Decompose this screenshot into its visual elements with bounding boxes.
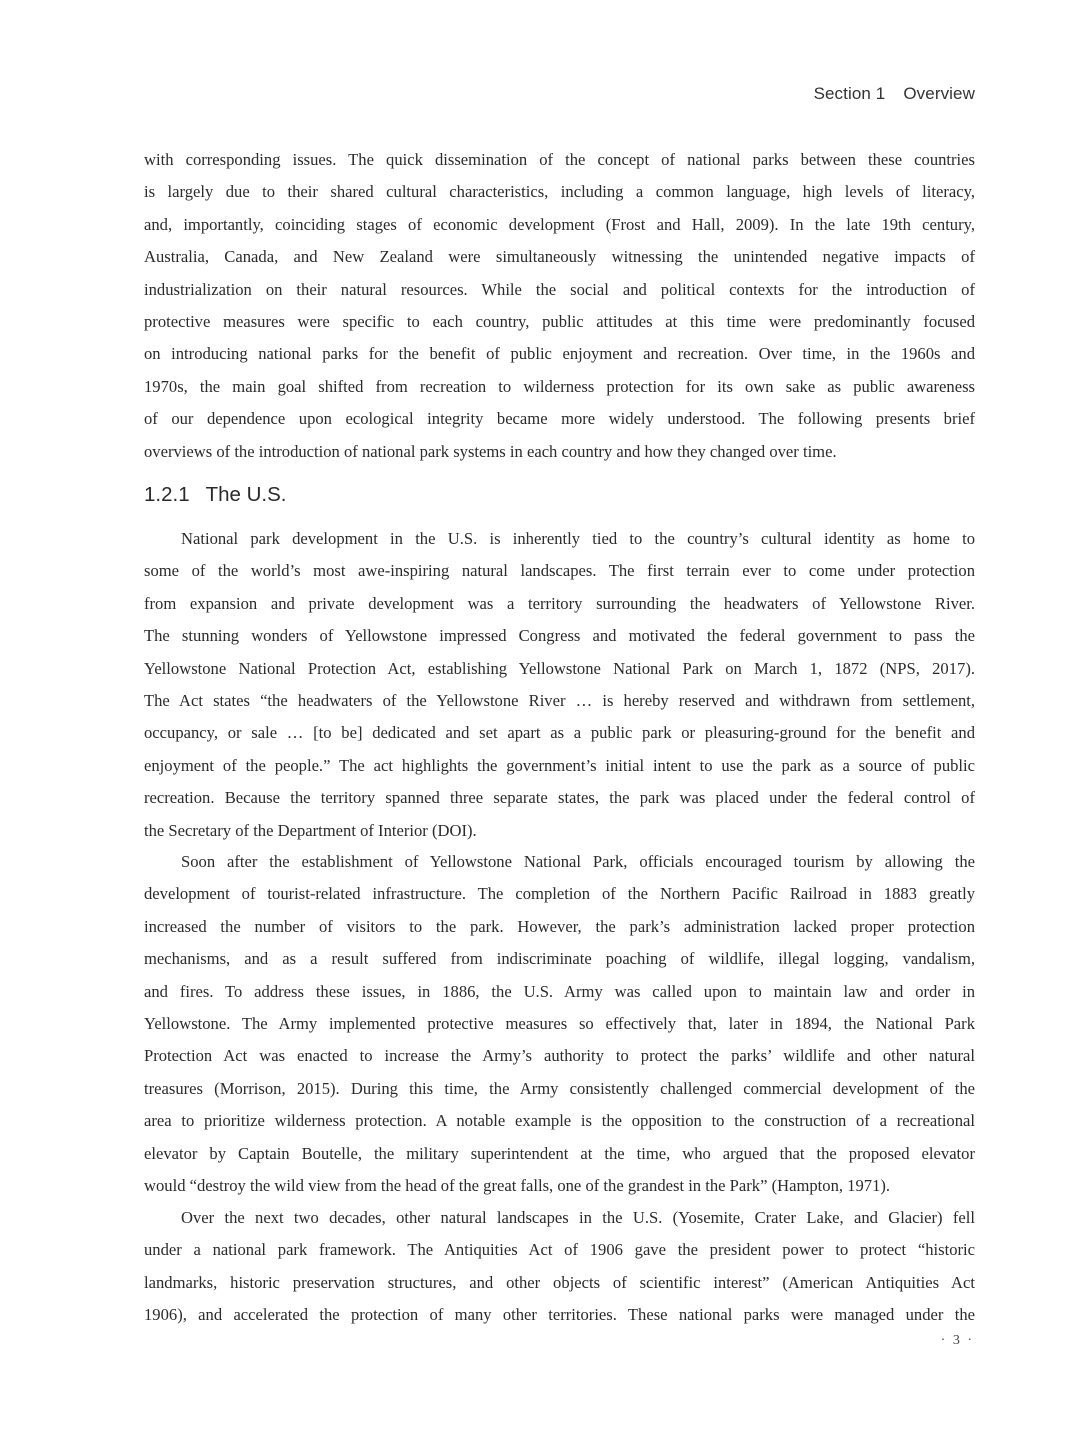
- page-number: · 3 ·: [940, 1333, 974, 1348]
- text-line: Soon after the establishment of Yellowstone National Park, officials encouraged tourism by allowing the: [181, 852, 975, 871]
- intro-paragraph: [144, 144, 975, 468]
- text-line: of our dependence upon ecological integrity became more widely understood. The following presents brief: [144, 409, 975, 429]
- text-line: The Act states “the headwaters of the Yellowstone River … is hereby reserved and withdrawn from settlement,: [144, 690, 975, 710]
- text-line: Protection Act was enacted to increase the Army’s authority to protect the parks’ wildlife and other natural: [144, 1046, 975, 1066]
- text-line: the Secretary of the Department of Interior (DOI).: [144, 820, 477, 840]
- text-line: and fires. To address these issues, in 1886, the U.S. Army was called upon to maintain law and order in: [144, 981, 975, 1001]
- text-line: industrialization on their natural resources. While the social and political contexts for the introduction of: [144, 279, 975, 299]
- running-header: [814, 84, 975, 104]
- text-line: increased the number of visitors to the park. However, the park’s administration lacked proper protection: [144, 916, 975, 936]
- text-line: on introducing national parks for the benefit of public enjoyment and recreation. Over time, in the 1960s and: [144, 344, 975, 364]
- text-line: National park development in the U.S. is inherently tied to the country’s cultural identity as home to: [181, 529, 975, 548]
- text-line: with corresponding issues. The quick dissemination of the concept of national parks between these countries: [144, 150, 975, 169]
- text-line: Yellowstone. The Army implemented protective measures so effectively that, later in 1894, the National Park: [144, 1013, 975, 1033]
- text-line: elevator by Captain Boutelle, the military superintendent at the time, who argued that the proposed elevator: [144, 1143, 975, 1163]
- text-line: would “destroy the wild view from the head of the great falls, one of the grandest in the Park” (Hampton, 1971).: [144, 1175, 891, 1195]
- text-line: under a national park framework. The Antiquities Act of 1906 gave the president power to protect “historic: [144, 1240, 975, 1260]
- text-line: landmarks, historic preservation structures, and other objects of scientific interest” (American Antiquities Act: [144, 1272, 975, 1292]
- text-line: recreation. Because the territory spanned three separate states, the park was placed under the federal control of: [144, 788, 975, 808]
- text-line: 1906), and accelerated the protection of many other territories. These national parks were managed under the: [144, 1305, 975, 1325]
- text-line: enjoyment of the people.” The act highlights the government’s initial intent to use the park as a source of public: [144, 755, 975, 775]
- text-line: is largely due to their shared cultural characteristics, including a common language, high levels of literacy,: [144, 182, 975, 202]
- text-line: area to prioritize wilderness protection. A notable example is the opposition to the construction of a recreational: [144, 1111, 975, 1131]
- text-line: some of the world’s most awe-inspiring natural landscapes. The first terrain ever to come under protection: [144, 561, 975, 581]
- section-heading: [144, 483, 287, 507]
- text-line: overviews of the introduction of national park systems in each country and how they changed over time.: [144, 441, 837, 461]
- text-line: Australia, Canada, and New Zealand were simultaneously witnessing the unintended negative impacts of: [144, 247, 975, 267]
- text-line: from expansion and private development was a territory surrounding the headwaters of Yellowstone River.: [144, 593, 975, 613]
- text-line: occupancy, or sale … [to be] dedicated and set apart as a public park or pleasuring-ground for the benefit and: [144, 723, 975, 743]
- text-line: The stunning wonders of Yellowstone impressed Congress and motivated the federal government to pass the: [144, 626, 975, 646]
- text-line: mechanisms, and as a result suffered from indiscriminate poaching of wildlife, illegal logging, vandalism,: [144, 949, 975, 969]
- section-number: 1.2.1: [144, 483, 190, 506]
- section-title: The U.S.: [205, 483, 287, 506]
- paragraph-3: [144, 1202, 975, 1332]
- header-section-title: Overview: [903, 84, 975, 103]
- text-line: and, importantly, coinciding stages of economic development (Frost and Hall, 2009). In the late 19th century,: [144, 214, 975, 234]
- text-line: protective measures were specific to each country, public attitudes at this time were predominantly focused: [144, 311, 975, 331]
- header-section-label: Section 1: [813, 84, 886, 103]
- text-line: treasures (Morrison, 2015). During this time, the Army consistently challenged commercial development of the: [144, 1078, 975, 1098]
- paragraph-2: [144, 846, 975, 1202]
- text-line: Over the next two decades, other natural landscapes in the U.S. (Yosemite, Crater Lake, and Glacier) fell: [181, 1208, 975, 1227]
- text-line: development of tourist-related infrastructure. The completion of the Northern Pacific Railroad in 1883 greatly: [144, 884, 975, 904]
- text-line: Yellowstone National Protection Act, establishing Yellowstone National Park on March 1, 1872 (NPS, 2017).: [144, 658, 975, 678]
- paragraph-1: [144, 523, 975, 847]
- text-line: 1970s, the main goal shifted from recreation to wilderness protection for its own sake as public awareness: [144, 376, 975, 396]
